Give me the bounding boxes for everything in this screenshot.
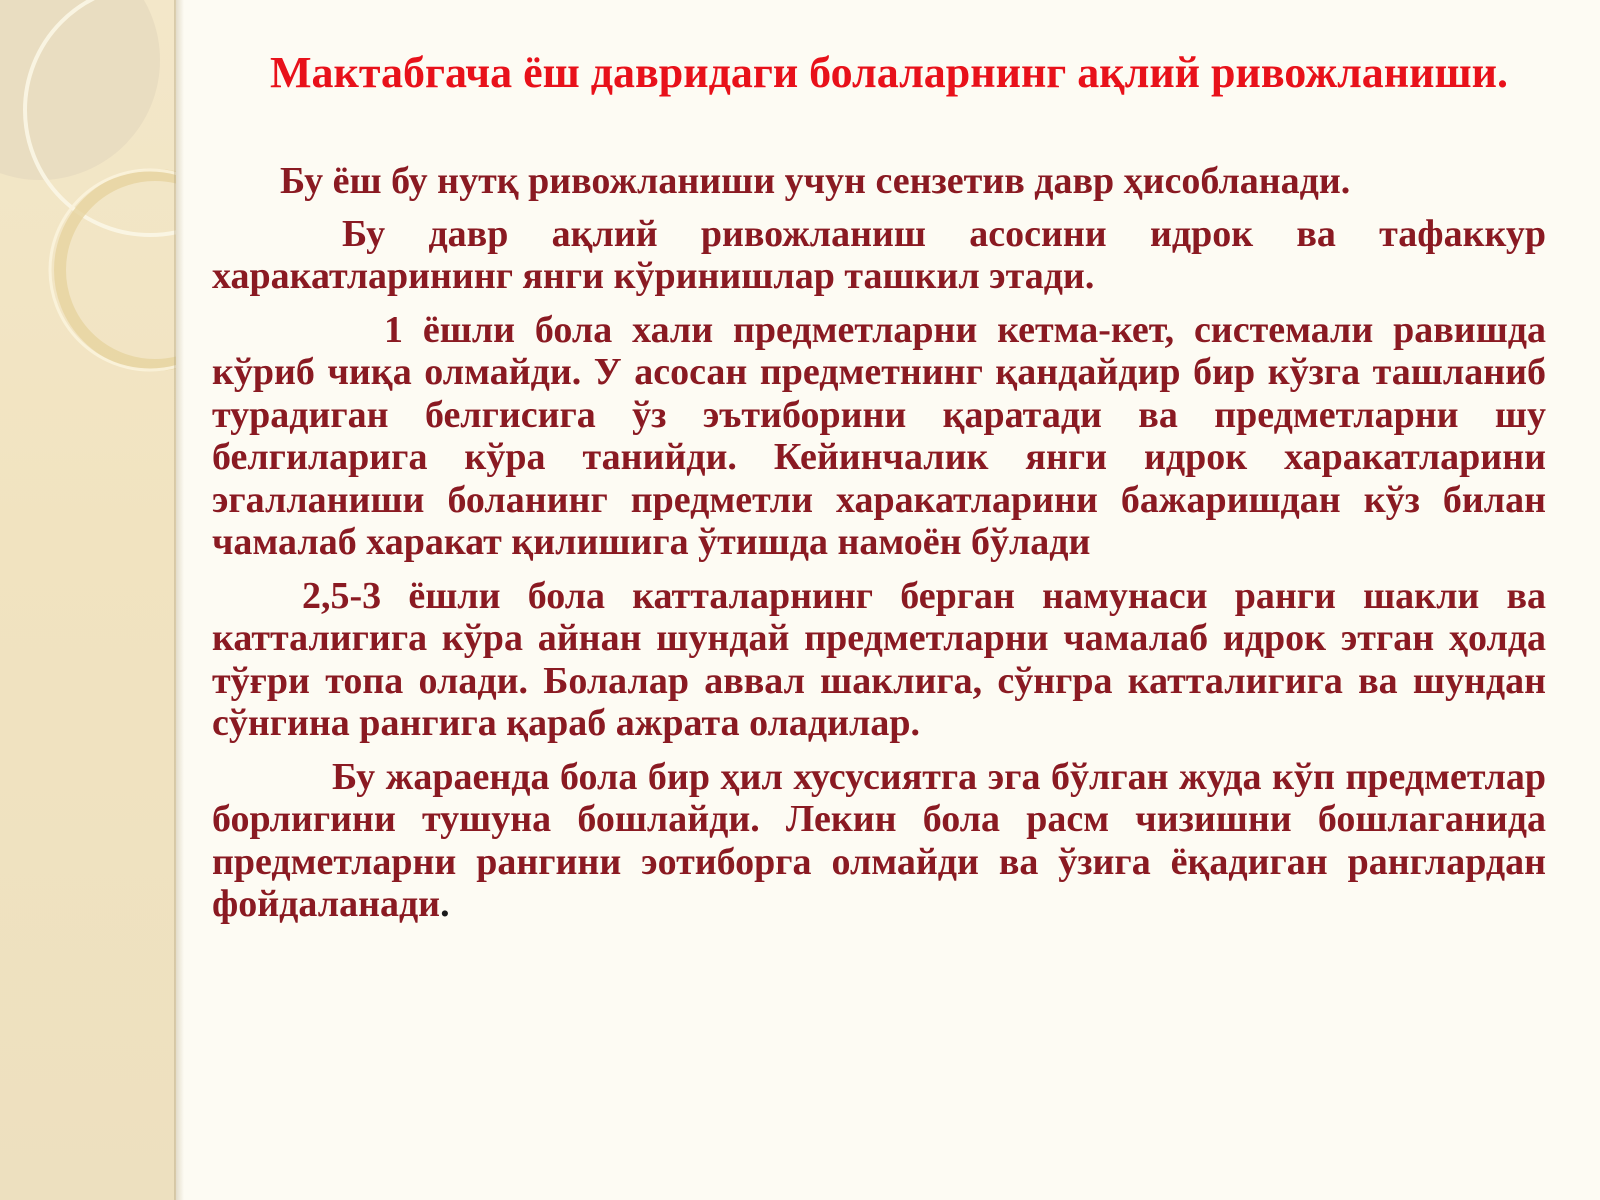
paragraph-4: 2,5-3 ёшли бола катталарнинг берган намунаси ранги шакли ва катталигига кўра айнан шундай предметларни чамалаб идрок этган ҳолда тўғри топа олади. Болалар аввал шаклига, сўнгра катталигига ва шундан сўнгина рангига қараб ажрата оладилар. [212,574,1546,744]
paragraph-2: Бу давр ақлий ривожланиш асосини идрок ва тафаккур харакатларининг янги кўринишлар ташкил этади. [212,212,1546,297]
paragraph-5-text: Бу жараенда бола бир ҳил хусусиятга эга бўлган жуда кўп предметлар борлигини тушуна бошлайди. Лекин бола расм чизишни бошлаганида предметларни рангини эотиборга олмайди ва ўзига ёқадиган ранглардан фойдаланади [212,755,1546,925]
paragraph-1: Бу ёш бу нутқ ривожланиши учун сензетив давр ҳисобланади. [280,160,1351,202]
paragraph-3: 1 ёшли бола хали предметларни кетма-кет, системали равишда кўриб чиқа олмайди. У асосан предметнинг қандайдир бир кўзга ташланиб турадиган белгисига ўз эътиборини қаратади ва предметларни шу белгиларига кўра танийди. Кейинчалик янги идрок харакатларини эгалланиши боланинг предметли харакатларини бажаришдан кўз билан чамалаб харакат қилишига ўтишда намоён бўлади [212,308,1546,563]
decorative-ring-highlight [50,170,176,370]
paragraph-5 [212,756,1546,926]
final-period: . [440,883,450,925]
slide-title: Мактабгача ёш давридаги болаларнинг ақлий ривожланиши. [270,48,1508,97]
decorative-ring-gold [60,175,176,365]
slide-content [212,48,1546,937]
decorative-side-panel [0,0,176,1200]
side-panel-shadow [174,0,184,1200]
decorative-rings [0,0,176,1200]
decorative-disc [0,0,160,180]
